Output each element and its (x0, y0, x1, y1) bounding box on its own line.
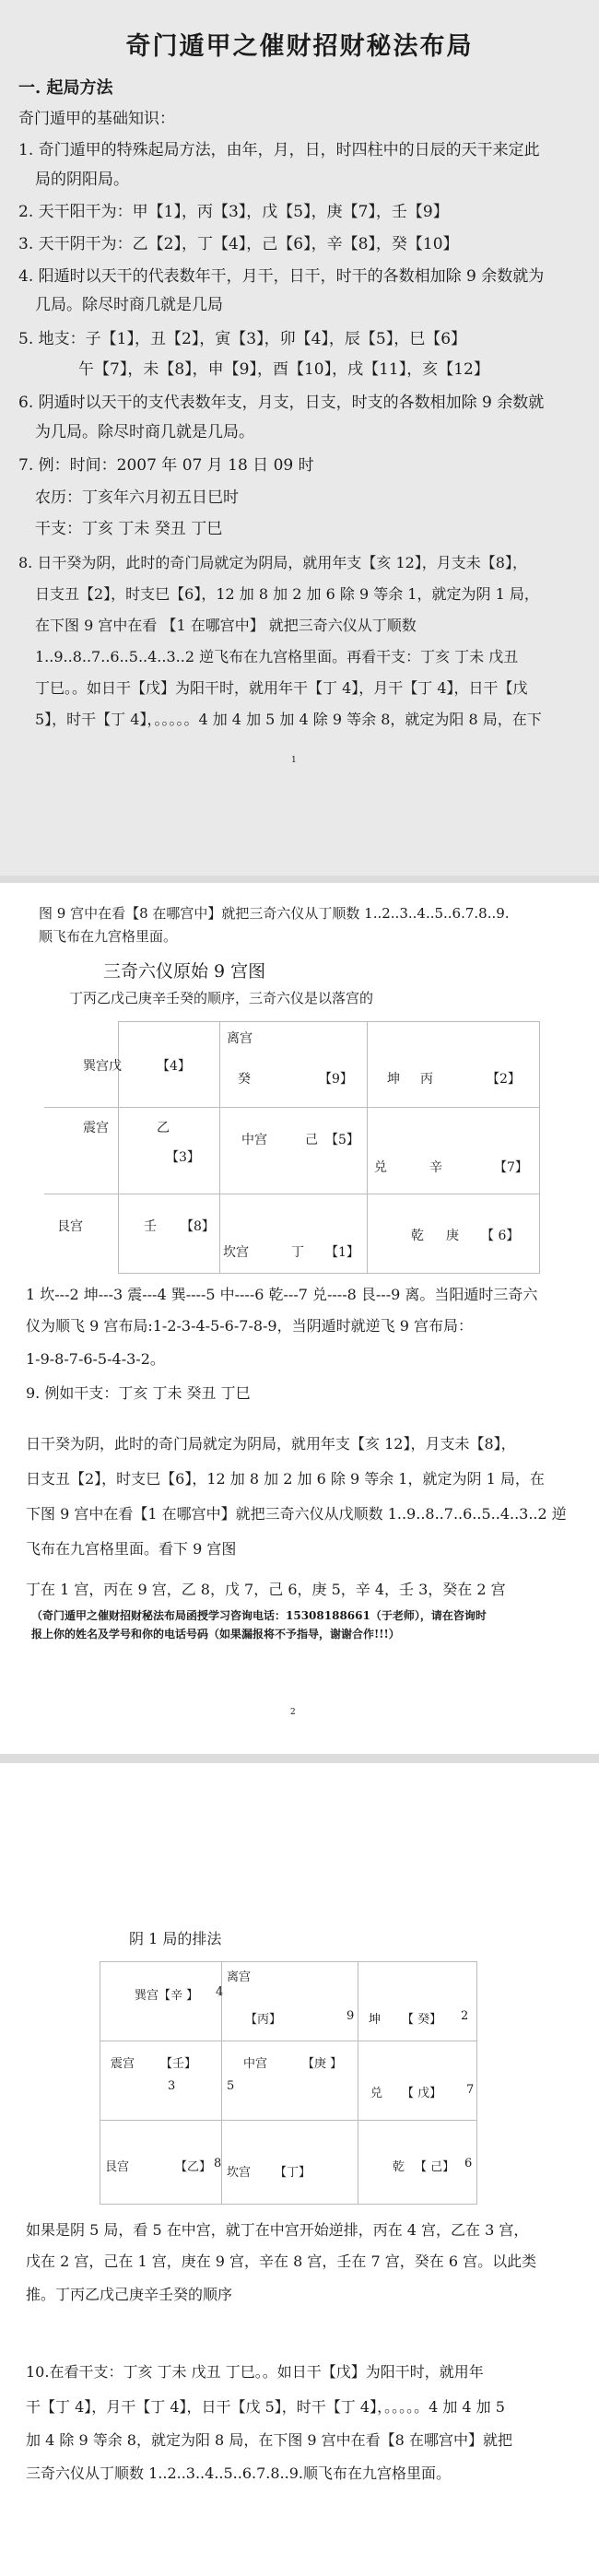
palace-zhen-num: 【3】 (166, 1150, 200, 1165)
text-line: 1..9..8..7..6..5..4..3..2 逆飞布在九宫格里面。再看干支：丁亥 丁未 戊丑 (35, 648, 519, 665)
palace-dui-stem: 辛 (429, 1160, 442, 1175)
palace-zhong-stem: 【庚 】 (302, 2057, 343, 2071)
text-line: 2. 天干阳干为：甲【1】，丙【3】，戊【5】，庚【7】，壬【9】 (18, 203, 449, 221)
palace-kan-name: 坎宫 (223, 1245, 249, 1260)
palace-gen-num: 8 (214, 2157, 222, 2170)
diagram-title: 三奇六仪原始 9 宫图 (103, 961, 266, 982)
text-line: 下图 9 宫中在看【1 在哪宫中】就把三奇六仪从戊顺数 1..9..8..7..6..5..4..3..2 逆 (26, 1505, 567, 1523)
text-line: 在下图 9 宫中在看 【1 在哪宫中】 就把三奇六仪从丁顺数 (35, 617, 417, 634)
page-number: 2 (290, 1708, 296, 1717)
palace-zhong-num: 【5】 (325, 1133, 359, 1147)
page-3 (0, 1763, 599, 2576)
text-line: 局的阴阳局。 (35, 171, 129, 189)
palace-kan-name: 坎宫 (227, 2166, 252, 2180)
text-line: 日干癸为阴，此时的奇门局就定为阴局，就用年支【亥 12】，月支未【8】， (26, 1435, 516, 1453)
diagram-subtitle: 丁丙乙戊己庚辛壬癸的顺序，三奇六仪是以落宫的 (69, 990, 374, 1006)
palace-li-num: 9 (346, 2009, 355, 2023)
page-1 (0, 0, 599, 876)
contact-notice: 报上你的姓名及学号和你的电话号码（如果漏报将不予指导，谢谢合作!!!） (31, 1628, 400, 1641)
palace-dui-name: 兑 (370, 2087, 383, 2100)
palace-kun-name: 坤 (369, 2013, 382, 2027)
page-2 (0, 883, 599, 1754)
palace-xun-num: 【4】 (157, 1059, 191, 1074)
palace-kun-num: 2 (461, 2009, 469, 2023)
palace-zhong-stem: 己 (305, 1133, 318, 1147)
palace-li-stem: 【丙】 (245, 2013, 282, 2027)
text-line: 7. 例：时间：2007 年 07 月 18 日 09 时 (18, 456, 314, 475)
text-line: 3. 天干阴干为：乙【2】，丁【4】，己【6】，辛【8】，癸【10】 (18, 235, 459, 253)
text-line: 飞布在九宫格里面。看下 9 宫图 (26, 1540, 237, 1558)
text-line: 8. 日干癸为阴，此时的奇门局就定为阴局，就用年支【亥 12】，月支未【8】， (18, 554, 527, 571)
palace-kun-stem: 丙 (420, 1072, 433, 1087)
text-line: 三奇六仪从丁顺数 1..2..3..4..5..6.7.8..9.顺飞布在九宫格里面。 (26, 2464, 451, 2482)
palace-gen-name: 艮宫 (105, 2160, 130, 2174)
text-line: 10.在看干支：丁亥 丁未 戊丑 丁巳。。如日干【戊】为阳干时，就用年 (26, 2363, 484, 2381)
text-line: 5. 地支：子【1】，丑【2】，寅【3】，卯【4】，辰【5】，巳【6】 (18, 330, 467, 348)
palace-dui-name: 兑 (374, 1160, 387, 1175)
palace-dui-num: 【7】 (494, 1160, 528, 1175)
palace-zhen-name: 震宫 (83, 1121, 109, 1135)
palace-zhong-name: 中宫 (241, 1133, 267, 1147)
palace-kun-num: 【2】 (487, 1072, 521, 1087)
text-line: 6. 阴遁时以天干的支代表数年支，月支，日支，时支的各数相加除 9 余数就 (18, 394, 545, 412)
diagram-title: 阴 1 局的排法 (129, 1930, 222, 1947)
palace-xun-num: 4 (216, 1985, 224, 1999)
palace-kan-stem: 【丁】 (275, 2166, 311, 2180)
palace-gen-num: 【8】 (181, 1219, 215, 1234)
palace-zhong-name: 中宫 (243, 2057, 268, 2071)
palace-xun-name: 巽宫【辛 】 (135, 1989, 199, 2003)
palace-qian-num: 6 (464, 2157, 473, 2170)
nine-palace-grid (44, 1021, 540, 1274)
palace-dui-num: 7 (466, 2083, 475, 2097)
page-title: 奇门遁甲之催财招财秘法布局 (125, 32, 474, 61)
palace-li-stem: 癸 (238, 1072, 251, 1087)
text-line: 加 4 除 9 等余 8，就定为阳 8 局，在下图 9 宫中在看【8 在哪宫中】就把 (26, 2431, 512, 2449)
text-line: 4. 阳遁时以天干的代表数年干，月干，日干，时干的各数相加除 9 余数就为 (18, 267, 545, 286)
text-line: 推。丁丙乙戊己庚辛壬癸的顺序 (26, 2286, 233, 2303)
palace-zhen-name: 震宫 (111, 2057, 135, 2071)
palace-zhong-num: 5 (227, 2079, 235, 2093)
palace-dui-stem: 【 戊】 (402, 2087, 442, 2100)
palace-zhen-stem: 乙 (157, 1121, 170, 1135)
palace-qian-name: 乾 (393, 2160, 405, 2174)
text-line: 丁在 1 宫，丙在 9 宫，乙 8，戊 7，己 6，庚 5，辛 4，壬 3，癸在 2 宫 (26, 1581, 506, 1598)
palace-gen-stem: 【乙】 (175, 2160, 212, 2174)
text-line: 如果是阴 5 局，看 5 在中宫，就丁在中宫开始逆排，丙在 4 宫，乙在 3 宫， (26, 2221, 529, 2239)
palace-kun-stem: 【 癸】 (402, 2013, 442, 2027)
text-line: 图 9 宫中在看【8 在哪宫中】就把三奇六仪从丁顺数 1..2..3..4..5..6.7.8..9. (39, 905, 510, 922)
text-line: 干【丁 4】，月干【丁 4】，日干【戊 5】，时干【丁 4】，。。。。。4 加 4 加 5 (26, 2398, 505, 2416)
palace-li-num: 【9】 (319, 1072, 353, 1087)
palace-qian-name: 乾 (411, 1229, 424, 1243)
palace-gen-name: 艮宫 (57, 1219, 83, 1234)
text-line: 9. 例如干支：丁亥 丁未 癸丑 丁巳 (26, 1384, 251, 1402)
text-line: 日支丑【2】，时支巳【6】，12 加 8 加 2 加 6 除 9 等余 1，就定为阴 1 局，在 (26, 1470, 545, 1488)
palace-qian-stem: 庚 (446, 1229, 459, 1243)
palace-zhen-num: 3 (168, 2079, 176, 2093)
section-heading: 一. 起局方法 (18, 78, 113, 98)
palace-zhen-stem: 【壬】 (160, 2057, 197, 2071)
palace-kan-num: 【1】 (325, 1245, 359, 1260)
palace-li-name: 离宫 (227, 1970, 252, 1984)
intro-text: 奇门遁甲的基础知识： (18, 110, 175, 128)
text-line: 1 坎---2 坤---3 震---4 巽----5 中----6 乾---7 兑----8 艮---9 离。当阳遁时三奇六 (26, 1286, 538, 1303)
nine-palace-grid (100, 1961, 477, 2205)
text-line: 午【7】，未【8】，申【9】，酉【10】，戌【11】，亥【12】 (78, 360, 489, 379)
palace-kan-stem: 丁 (291, 1245, 304, 1260)
text-line: 5】，时干【丁 4】，。。。。。4 加 4 加 5 加 4 除 9 等余 8，就定为阳 8 局，在下 (35, 711, 542, 728)
palace-kun-name: 坤 (387, 1072, 400, 1087)
text-line: 日支丑【2】，时支巳【6】，12 加 8 加 2 加 6 除 9 等余 1，就定为阴 1 局， (35, 585, 539, 603)
text-line: 戊在 2 宫，己在 1 宫，庚在 9 宫，辛在 8 宫，壬在 7 宫，癸在 6 宫。以此类 (26, 2253, 537, 2270)
palace-li-name: 离宫 (227, 1031, 253, 1046)
text-line: 1. 奇门遁甲的特殊起局方法，由年，月，日，时四柱中的日辰的天干来定此 (18, 141, 540, 159)
palace-qian-num: 【 6】 (481, 1229, 520, 1243)
text-line: 干支：丁亥 丁未 癸丑 丁巳 (35, 520, 223, 538)
text-line: 1-9-8-7-6-5-4-3-2。 (26, 1350, 165, 1368)
text-line: 顺飞布在九宫格里面。 (39, 928, 178, 945)
text-line: 几局。除尽时商几就是几局 (35, 296, 223, 314)
contact-notice: （奇门遁甲之催财招财秘法布局函授学习咨询电话：15308188661（于老师），请在咨询时 (31, 1609, 487, 1622)
palace-gen-stem: 壬 (144, 1219, 157, 1234)
palace-qian-stem: 【 己】 (415, 2160, 455, 2174)
text-line: 丁巳。。如日干【戊】为阳干时，就用年干【丁 4】，月干【丁 4】，日干【戊 (35, 679, 528, 697)
palace-xun-name: 巽宫戊 (83, 1059, 122, 1074)
text-line: 为几局。除尽时商几就是几局。 (35, 423, 254, 441)
page-number: 1 (291, 756, 297, 765)
text-line: 农历：丁亥年六月初五日巳时 (35, 488, 239, 507)
text-line: 仪为顺飞 9 宫布局:1-2-3-4-5-6-7-8-9，当阴遁时就逆飞 9 宫布局： (26, 1317, 473, 1335)
